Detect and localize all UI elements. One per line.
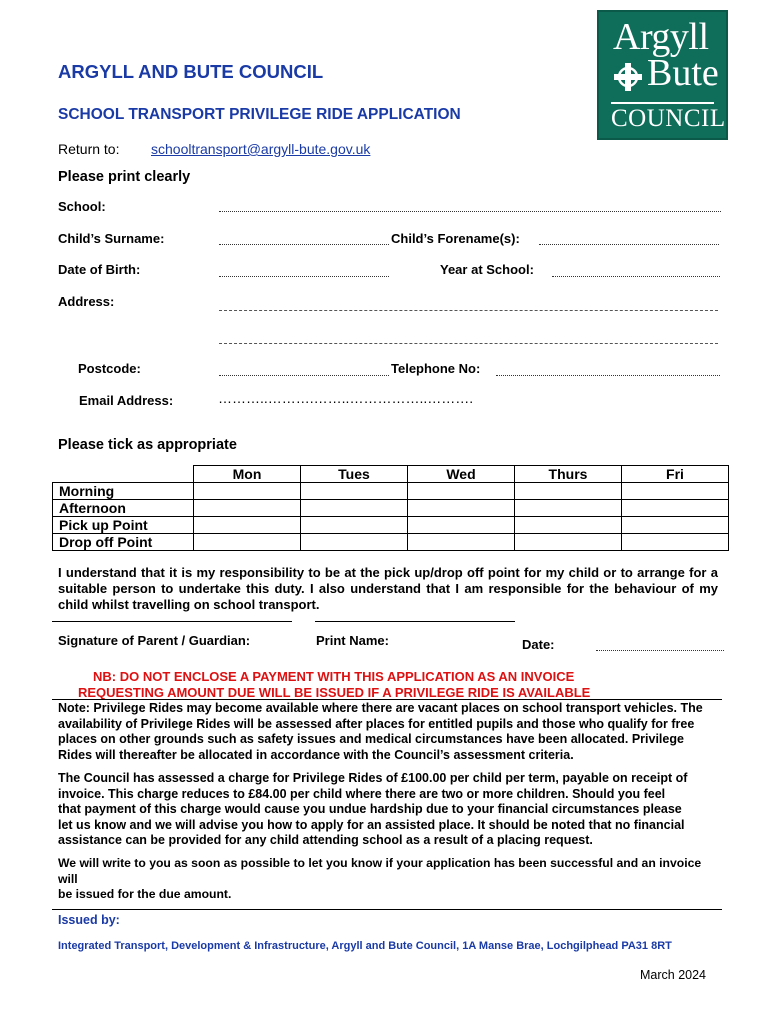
nb-line-2: REQUESTING AMOUNT DUE WILL BE ISSUED IF A PRIVILEGE RIDE IS AVAILABLE (78, 685, 591, 700)
return-email-link[interactable]: schooltransport@argyll-bute.gov.uk (151, 141, 371, 157)
email-field[interactable]: ………..……….……..……………..………. (218, 390, 474, 406)
table-row (53, 517, 729, 534)
tick-cell[interactable] (194, 534, 301, 551)
tick-cell[interactable] (622, 517, 729, 534)
attendance-table (52, 465, 729, 551)
row-label-dropoff: Drop off Point (53, 534, 194, 551)
charge-line: invoice. This charge reduces to £84.00 per child where there are two or more children. Should you feel (58, 786, 666, 801)
tick-cell[interactable] (515, 483, 622, 500)
telephone-field[interactable] (496, 375, 720, 376)
signature-line[interactable] (52, 621, 292, 622)
day-header-wed: Wed (408, 466, 515, 483)
charge-line: that payment of this charge would cause you undue hardship due to your financial circumstances please (58, 802, 682, 816)
postcode-label: Postcode: (78, 361, 141, 376)
signature-label: Signature of Parent / Guardian: (58, 633, 251, 648)
postcode-field[interactable] (219, 375, 389, 376)
telephone-label: Telephone No: (391, 361, 481, 376)
school-field[interactable] (219, 211, 721, 212)
year-label: Year at School: (440, 262, 534, 277)
tick-cell[interactable] (194, 500, 301, 517)
address-field-line-1[interactable] (219, 310, 718, 311)
address-label: Address: (58, 294, 115, 309)
row-label-afternoon: Afternoon (53, 500, 194, 517)
invoice-line: be issued for the due amount. (58, 887, 232, 901)
row-label-morning: Morning (53, 483, 194, 500)
date-field[interactable] (596, 650, 724, 651)
email-label: Email Address: (79, 393, 174, 408)
forename-label: Child’s Forename(s): (391, 231, 520, 246)
school-label: School: (58, 199, 106, 214)
logo-line-argyll: Argyll (613, 16, 709, 58)
return-label: Return to: (58, 141, 120, 157)
council-logo (597, 10, 728, 140)
year-field[interactable] (552, 276, 720, 277)
charge-line: The Council has assessed a charge for Privilege Rides of £100.00 per child per term, payable on receipt of (58, 771, 688, 785)
issued-by-label: Issued by: (58, 913, 120, 927)
address-field-line-2[interactable] (219, 343, 718, 344)
celtic-cross-icon (613, 62, 643, 92)
tick-cell[interactable] (515, 534, 622, 551)
logo-line-council: COUNCIL (611, 102, 714, 132)
council-heading: ARGYLL AND BUTE COUNCIL (58, 61, 324, 82)
dob-field[interactable] (219, 276, 389, 277)
invoice-paragraph (58, 856, 738, 903)
tick-cell[interactable] (301, 483, 408, 500)
document-date: March 2024 (640, 968, 707, 982)
row-label-pickup: Pick up Point (53, 517, 194, 534)
tick-cell[interactable] (515, 500, 622, 517)
invoice-line: We will write to you as soon as possible to let you know if your application has been successful and an invoice (58, 856, 702, 870)
charge-line: assistance can be provided for any child attending school as a result of a placing request. (58, 833, 593, 847)
tick-cell[interactable] (408, 534, 515, 551)
table-row (53, 483, 729, 500)
forename-field[interactable] (539, 244, 719, 245)
charge-paragraph (58, 771, 728, 849)
dob-label: Date of Birth: (58, 262, 141, 277)
tick-cell[interactable] (408, 483, 515, 500)
day-header-tues: Tues (301, 466, 408, 483)
tick-cell[interactable] (194, 517, 301, 534)
day-header-fri: Fri (622, 466, 729, 483)
declaration-text: I understand that it is my responsibility to be at the pick up/drop off point for my child or to arrange for a suitable person to undertake this duty. I also understand that I am responsible for the behaviour of my child whilst travelling on school transport. (58, 565, 718, 612)
surname-field[interactable] (219, 244, 389, 245)
tick-cell[interactable] (301, 500, 408, 517)
print-name-label: Print Name: (316, 633, 389, 648)
date-label: Date: (522, 637, 555, 652)
tick-cell[interactable] (515, 517, 622, 534)
tick-cell[interactable] (622, 500, 729, 517)
tick-cell[interactable] (622, 483, 729, 500)
table-row (53, 534, 729, 551)
tick-cell[interactable] (408, 517, 515, 534)
nb-line-1: NB: DO NOT ENCLOSE A PAYMENT WITH THIS APPLICATION AS AN INVOICE (93, 669, 575, 684)
tick-cell[interactable] (622, 534, 729, 551)
tick-cell[interactable] (301, 517, 408, 534)
note-paragraph: Note: Privilege Rides may become available where there are vacant places on school transport vehicles. The availability of Privilege Rides will be assessed after places for entitled pupils and those who qualify for free places on other grounds such as safety issues and medical circumstances have been allocated. Privilege Rides will thereafter be allocated in accordance with the Council’s assessment criteria. (58, 701, 703, 762)
issuer-address: Integrated Transport, Development & Infrastructure, Argyll and Bute Council, 1A Manse Brae, Lochgilphead PA31 8RT (58, 940, 672, 952)
divider (52, 699, 722, 700)
surname-label: Child’s Surname: (58, 231, 165, 246)
day-header-mon: Mon (194, 466, 301, 483)
tick-cell[interactable] (301, 534, 408, 551)
day-header-thurs: Thurs (515, 466, 622, 483)
table-row (53, 500, 729, 517)
invoice-line: will (58, 871, 78, 886)
tick-cell[interactable] (194, 483, 301, 500)
logo-line-bute: Bute (647, 52, 719, 94)
tick-heading: Please tick as appropriate (58, 437, 237, 453)
tick-cell[interactable] (408, 500, 515, 517)
print-clearly-heading: Please print clearly (58, 169, 191, 185)
charge-line: let us know and we will advise you how to apply for an assisted place. It should be noted that no financial (58, 817, 685, 832)
form-title: SCHOOL TRANSPORT PRIVILEGE RIDE APPLICATION (58, 106, 461, 123)
print-name-line[interactable] (315, 621, 515, 622)
footer-divider (52, 909, 722, 910)
